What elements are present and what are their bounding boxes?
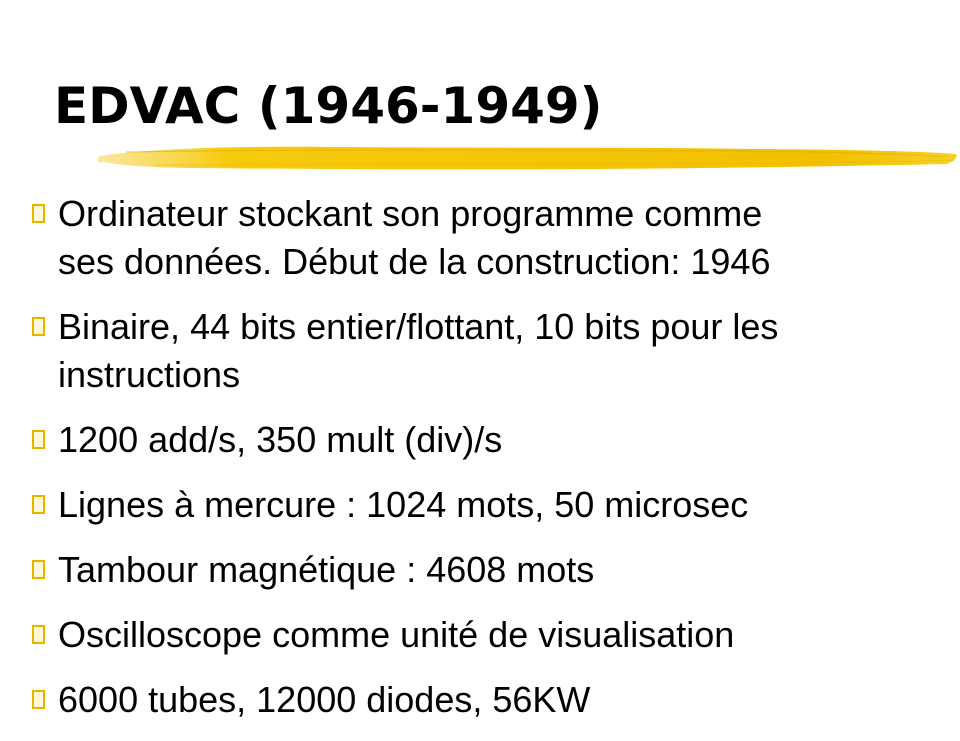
bullet-line: Lignes à mercure : 1024 mots, 50 microsec [58,484,749,525]
bullet-item [30,676,955,724]
square-bullet-icon [32,204,45,223]
bullet-line: Oscilloscope comme unité de visualisation [58,614,735,655]
bullet-item [30,481,955,529]
square-bullet-icon [32,560,45,579]
slide-title: EDVAC (1946-1949) [54,77,603,135]
bullet-item [30,190,955,286]
bullet-line: Binaire, 44 bits entier/flottant, 10 bits pour les [58,306,779,347]
bullet-line: ses données. Début de la construction: 1946 [58,241,771,282]
bullet-line: Tambour magnétique : 4608 mots [58,549,595,590]
square-bullet-icon [32,317,45,336]
bullet-line: 6000 tubes, 12000 diodes, 56KW [58,679,591,720]
bullet-line: Ordinateur stockant son programme comme [58,193,763,234]
square-bullet-icon [32,495,45,514]
bullet-line: 1200 add/s, 350 mult (div)/s [58,419,503,460]
bullet-item [30,546,955,594]
bullet-list [30,190,955,741]
bullet-item [30,611,955,659]
square-bullet-icon [32,690,45,709]
bullet-item [30,416,955,464]
bullet-item [30,303,955,399]
square-bullet-icon [32,625,45,644]
title-underline-brush [96,138,960,178]
square-bullet-icon [32,430,45,449]
bullet-line: instructions [58,354,241,395]
